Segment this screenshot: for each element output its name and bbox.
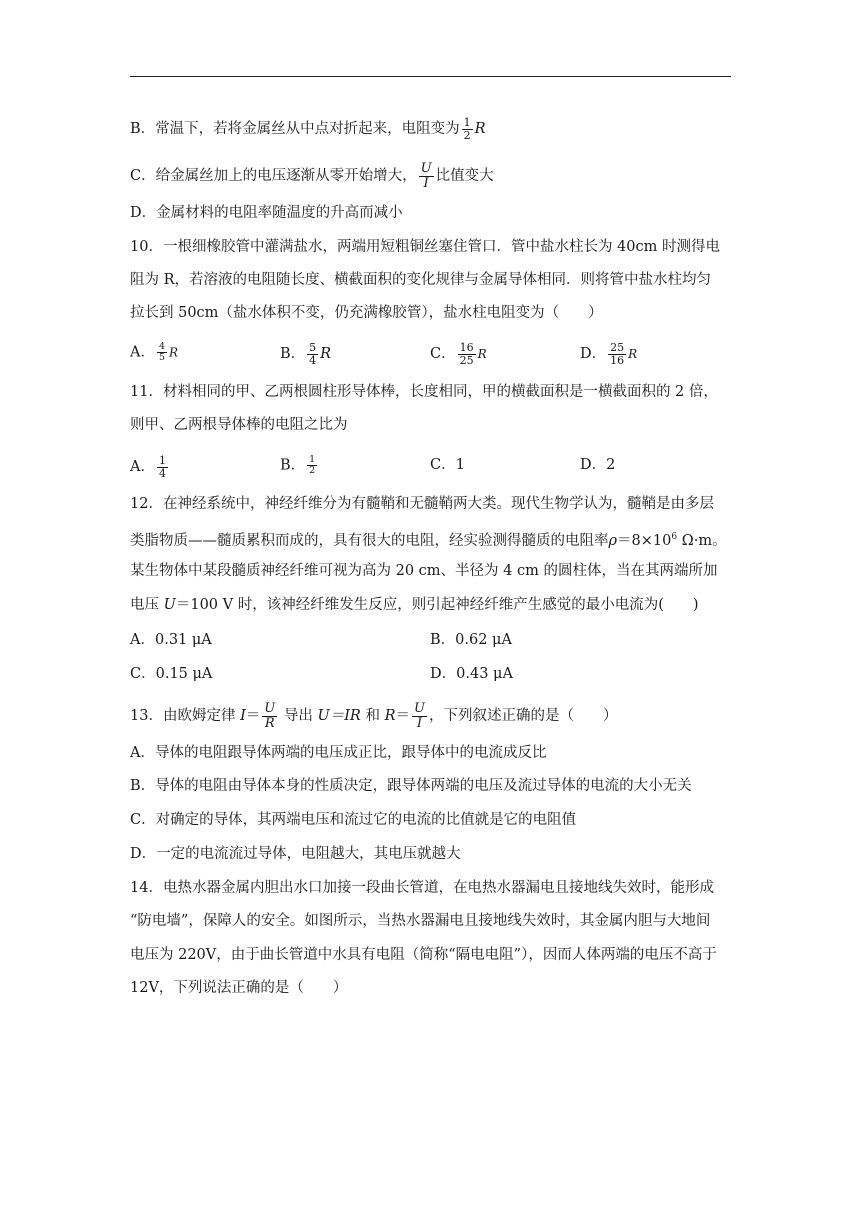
q13-stem: 13．由欧姆定律 I＝ $\frac{U}{R}$ 导出 U＝IR 和 R＝ $\frac{U}{I}$ ，下列叙述正确的是（ ） (130, 701, 618, 731)
q12-stem-line: 12．在神经系统中，神经纤维分为有髓鞘和无髓鞘两大类。现代生物学认为，髓鞘是由多层 (130, 496, 714, 512)
q12-option-d: D．0.43 μA (430, 666, 513, 682)
q10-option-c: C． $\frac{16}{25}$ R (430, 341, 487, 367)
q11-option-b: B． $\frac{1}{2}$ (280, 454, 316, 476)
q14-stem-line: 12V，下列说法正确的是（ ） (130, 980, 348, 996)
q12-option-c: C．0.15 μA (130, 666, 213, 682)
q10-option-d: D． $\frac{25}{16}$ R (580, 341, 638, 367)
q12-option-a: A．0.31 μA (130, 632, 212, 648)
q14-stem-line: 14．电热水器金属内胆出水口加接一段曲长管道，在电热水器漏电且接地线失效时，能形成 (130, 880, 714, 896)
q10-stem-line: 10．一根细橡胶管中灌满盐水，两端用短粗铜丝塞住管口．管中盐水柱长为 40cm 时测得电 (130, 239, 720, 255)
q11-stem-line: 则甲、乙两根导体棒的电阻之比为 (130, 417, 348, 433)
q13-option-a: A．导体的电阻跟导体两端的电压成正比，跟导体中的电流成反比 (130, 745, 547, 761)
q11-option-c: C．1 (430, 457, 465, 473)
q12-stem-line: 类脂物质——髓质累积而成的，具有很大的电阻，经实验测得髓质的电阻率$\rho=8\times 10^6$ Ω·m。 (130, 532, 727, 549)
q9-option-b: B．常温下，若将金属丝从中点对折起来，电阻变为 $\frac{1}{2}$ R (130, 116, 486, 142)
q10-option-b: B． $\frac{5}{4}$ R (280, 341, 332, 367)
q12-stem-line: 某生物体中某段髓质神经纤维可视为高为 20 cm、半径为 4 cm 的圆柱体，当在其两端所加 (130, 563, 718, 579)
q10-stem-line: 拉长到 50cm（盐水体积不变，仍充满橡胶管），盐水柱电阻变为（ ） (130, 305, 603, 321)
q10-option-a: A． $\frac{4}{5}$ R (130, 341, 179, 363)
q13-option-d: D．一定的电流流过导体，电阻越大，其电压就越大 (130, 846, 461, 862)
q9-option-c: C．给金属丝加上的电压逐渐从零开始增大， $\frac{U}{I}$ 比值变大 (130, 161, 494, 191)
header-rule (130, 76, 731, 77)
q11-option-d: D．2 (580, 457, 616, 473)
q13-option-b: B．导体的电阻由导体本身的性质决定，跟导体两端的电压及流过导体的电流的大小无关 (130, 778, 692, 794)
q14-stem-line: 电压为 220V，由于曲长管道中水具有电阻（简称“隔电电阻”），因而人体两端的电压不高于 (130, 947, 717, 963)
q13-option-c: C．对确定的导体，其两端电压和流过它的电流的比值就是它的电阻值 (130, 812, 577, 828)
q14-stem-line: “防电墙”，保障人的安全。如图所示，当热水器漏电且接地线失效时，其金属内胆与大地间 (130, 913, 711, 929)
q12-option-b: B．0.62 μA (430, 632, 512, 648)
fraction: $\frac{1}{2}$ (463, 116, 471, 142)
fraction: $\frac{U}{I}$ (420, 161, 432, 191)
q11-stem-line: 11．材料相同的甲、乙两根圆柱形导体棒，长度相同，甲的横截面积是一横截面积的 2 倍， (130, 384, 718, 400)
q10-stem-line: 阻为 R，若溶液的电阻随长度、横截面积的变化规律与金属导体相同．则将管中盐水柱均匀 (130, 272, 712, 288)
q9-option-d: D．金属材料的电阻率随温度的升高而减小 (130, 205, 403, 221)
q11-option-a: A． $\frac{1}{4}$ (130, 454, 166, 480)
q12-stem-line: 电压 U＝100 V 时，该神经纤维发生反应，则引起神经纤维产生感觉的最小电流为( ) (130, 597, 699, 613)
